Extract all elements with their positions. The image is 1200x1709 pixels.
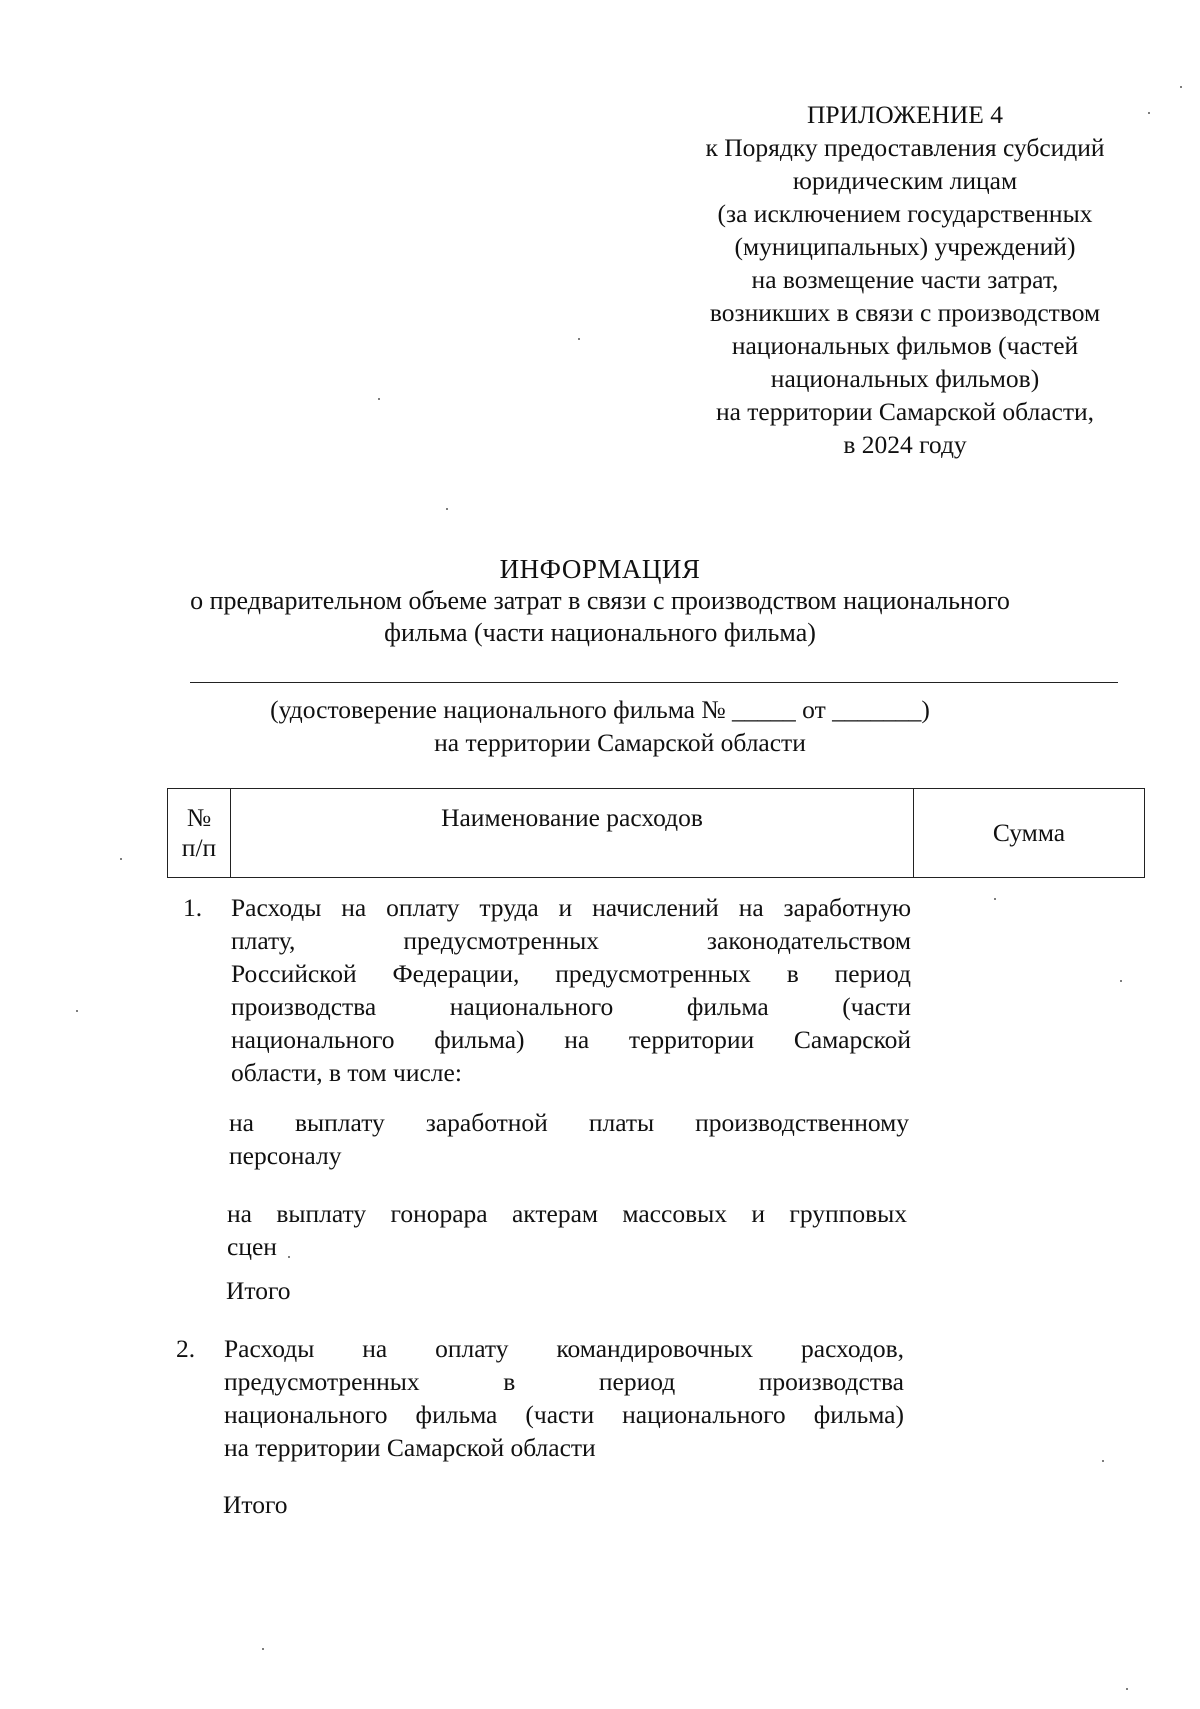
document-title: ИНФОРМАЦИЯ xyxy=(499,554,701,584)
item-text-line: Российской Федерации, предусмотренных в период xyxy=(231,959,911,988)
item-text-line: Расходы на оплату командировочных расходов, xyxy=(224,1334,904,1363)
expense-item-1 xyxy=(183,891,911,1089)
scan-speck xyxy=(288,1256,290,1258)
appendix-line: на территории Самарской области, xyxy=(715,397,1095,426)
subitem-text-line: на выплату гонорара актерам массовых и групповых xyxy=(227,1199,907,1228)
header-sum-cell xyxy=(914,789,1144,877)
subtitle-line: фильма (части национального фильма) xyxy=(384,618,816,647)
appendix-line: (муниципальных) учреждений) xyxy=(734,232,1076,261)
appendix-line: в 2024 году xyxy=(843,430,967,459)
scan-speck xyxy=(994,898,996,900)
item-text-line: области, в том числе: xyxy=(231,1058,462,1087)
fill-in-line xyxy=(190,682,1118,683)
appendix-line: национальных фильмов) xyxy=(770,364,1040,393)
subitem-text-line: сцен xyxy=(227,1232,277,1261)
subtitle-line: о предварительном объеме затрат в связи с производством национального xyxy=(190,586,1010,615)
scan-speck xyxy=(1102,1460,1104,1462)
document-title-block xyxy=(150,553,1050,649)
item-text-line: предусмотренных в период производства xyxy=(224,1367,904,1396)
item-text-line: плату, предусмотренных законодательством xyxy=(231,926,911,955)
certificate-block xyxy=(150,693,1050,759)
appendix-line: юридическим лицам xyxy=(792,166,1018,195)
scan-speck xyxy=(578,338,580,340)
header-number-symbol: № xyxy=(186,803,212,832)
item-2-total: Итого xyxy=(223,1490,288,1519)
document-subtitle xyxy=(150,585,1050,649)
item-text-line: Расходы на оплату труда и начислений на заработную xyxy=(231,893,911,922)
certificate-line: (удостоверение национального фильма № _____ от _______) xyxy=(270,695,930,724)
appendix-block xyxy=(660,98,1150,461)
scan-speck xyxy=(1148,112,1150,114)
scan-speck xyxy=(446,508,448,510)
scan-speck xyxy=(1180,86,1182,88)
header-name-cell xyxy=(231,789,914,877)
expenses-table-header xyxy=(167,788,1145,878)
appendix-line: возникших в связи с производством xyxy=(709,298,1101,327)
item-number: 1. xyxy=(183,893,203,922)
item-text-line: производства национального фильма (части xyxy=(231,992,911,1021)
scan-speck xyxy=(1126,1688,1128,1690)
expense-subitem-fees xyxy=(227,1197,907,1263)
item-number: 2. xyxy=(176,1334,196,1363)
item-1-total: Итого xyxy=(226,1276,291,1305)
item-text-line: национального фильма (части национального фильма) xyxy=(224,1400,904,1429)
subitem-text-line: персоналу xyxy=(229,1141,342,1170)
header-sum-label: Сумма xyxy=(992,818,1066,847)
appendix-line: национальных фильмов (частей xyxy=(731,331,1079,360)
item-text-line: на территории Самарской области xyxy=(224,1433,596,1462)
appendix-line: к Порядку предоставления субсидий xyxy=(705,133,1105,162)
header-number-cell xyxy=(168,789,231,877)
item-text-line: национального фильма) на территории Самарской xyxy=(231,1025,911,1054)
appendix-title: ПРИЛОЖЕНИЕ 4 xyxy=(806,100,1004,129)
header-name-label: Наименование расходов xyxy=(441,803,703,832)
subitem-text-line: на выплату заработной платы производственному xyxy=(229,1108,909,1137)
scan-speck xyxy=(120,858,122,860)
scan-speck xyxy=(262,1648,264,1650)
appendix-line: (за исключением государственных xyxy=(717,199,1093,228)
header-number-abbr: п/п xyxy=(181,833,217,862)
appendix-line: на возмещение части затрат, xyxy=(751,265,1059,294)
expense-subitem-salary xyxy=(229,1106,909,1172)
region-line: на территории Самарской области xyxy=(434,728,806,757)
scan-speck xyxy=(1120,980,1122,982)
expense-item-2 xyxy=(176,1332,904,1464)
scan-speck xyxy=(378,398,380,400)
scan-speck xyxy=(76,1010,78,1012)
